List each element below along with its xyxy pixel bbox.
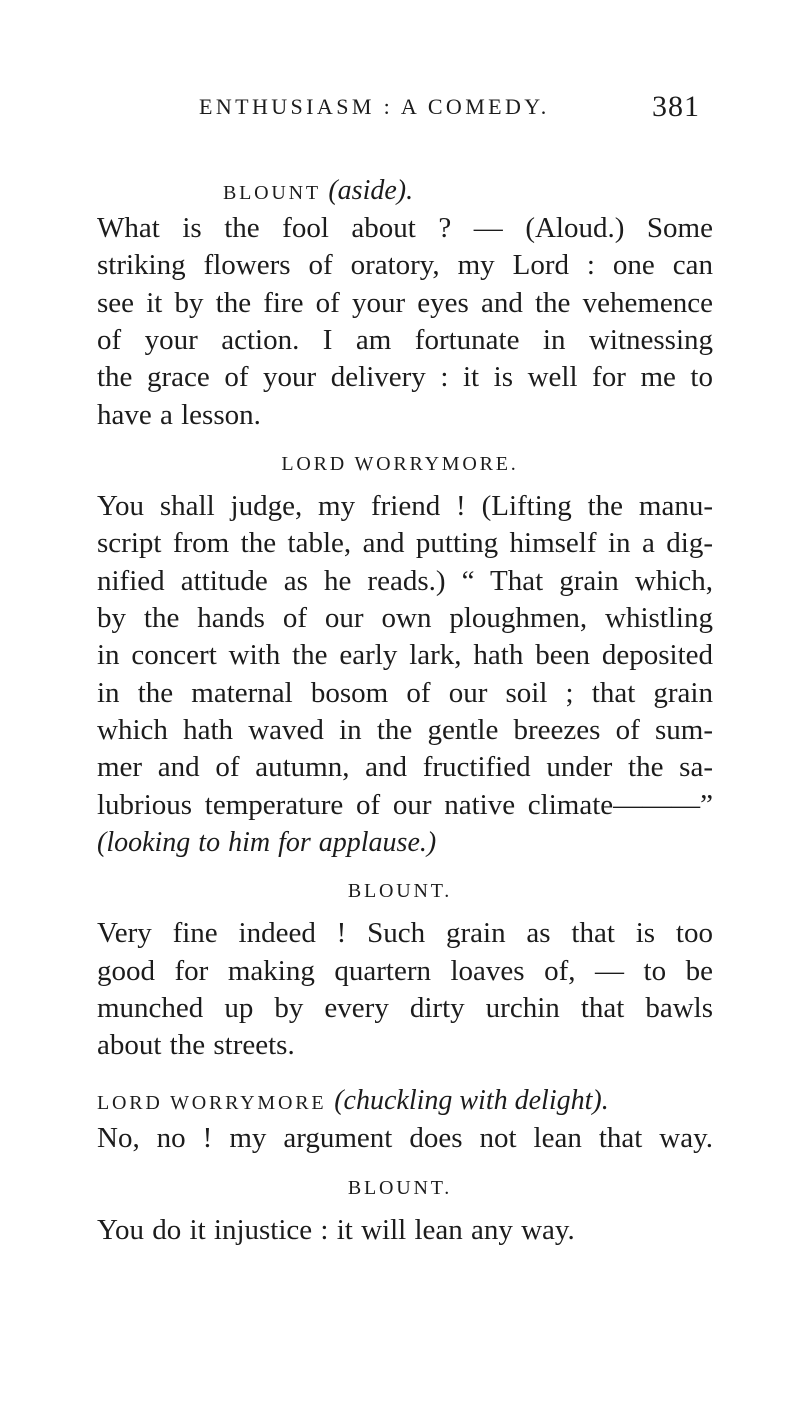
speech-line: What is the fool about ? — (Aloud.) Some [97, 212, 713, 244]
speech-line: You do it injustice : it will lean any way. [97, 1214, 575, 1246]
speech-line: in the maternal bosom of our soil ; that grain [97, 677, 713, 709]
speech-line: which hath waved in the gentle breezes of sum- [97, 714, 713, 746]
running-header [0, 90, 800, 134]
speaker-name: LORD WORRYMORE [97, 1092, 327, 1114]
stage-direction: (aside). [328, 175, 414, 206]
speaker-heading-blount-final: BLOUNT. [347, 1177, 453, 1199]
speech-line: You shall judge, my friend ! (Lifting the manu- [97, 490, 713, 522]
speech-line: the grace of your delivery : it is well for me to [97, 361, 713, 393]
speaker-heading-blount: BLOUNT. [347, 880, 453, 902]
speech-line: see it by the fire of your eyes and the vehemence [97, 287, 713, 319]
speaker-heading-blount-aside [223, 175, 413, 207]
speech-line: (looking to him for applause.) [97, 827, 437, 858]
speech-line: striking flowers of oratory, my Lord : one can [97, 249, 713, 281]
speech-line: good for making quartern loaves of, — to be [97, 955, 713, 987]
speaker-heading-lord-worrymore-chuckling [97, 1085, 609, 1117]
speech-line: in concert with the early lark, hath been deposited [97, 639, 713, 671]
speaker-heading-lord-worrymore: LORD WORRYMORE. [281, 453, 519, 475]
speech-line: Very fine indeed ! Such grain as that is too [97, 917, 713, 949]
speech-line: by the hands of our own ploughmen, whistling [97, 602, 713, 634]
speech-line: munched up by every dirty urchin that bawls [97, 992, 713, 1024]
speaker-name: BLOUNT [223, 182, 321, 204]
running-title: ENTHUSIASM : A COMEDY. [199, 94, 550, 119]
speech-line: about the streets. [97, 1029, 295, 1061]
stage-direction: (chuckling with delight). [334, 1085, 609, 1116]
page-number: 381 [652, 90, 700, 123]
speech-line: of your action. I am fortunate in witnessing [97, 324, 713, 356]
speech-line: mer and of autumn, and fructified under the sa- [97, 751, 713, 783]
speech-line: lubrious temperature of our native climate———” [97, 789, 713, 821]
speech-line: have a lesson. [97, 399, 261, 431]
speech-line: No, no ! my argument does not lean that way. [97, 1122, 713, 1154]
speech-line: script from the table, and putting himself in a dig- [97, 527, 713, 559]
speech-line: nified attitude as he reads.) “ That grain which, [97, 565, 713, 597]
